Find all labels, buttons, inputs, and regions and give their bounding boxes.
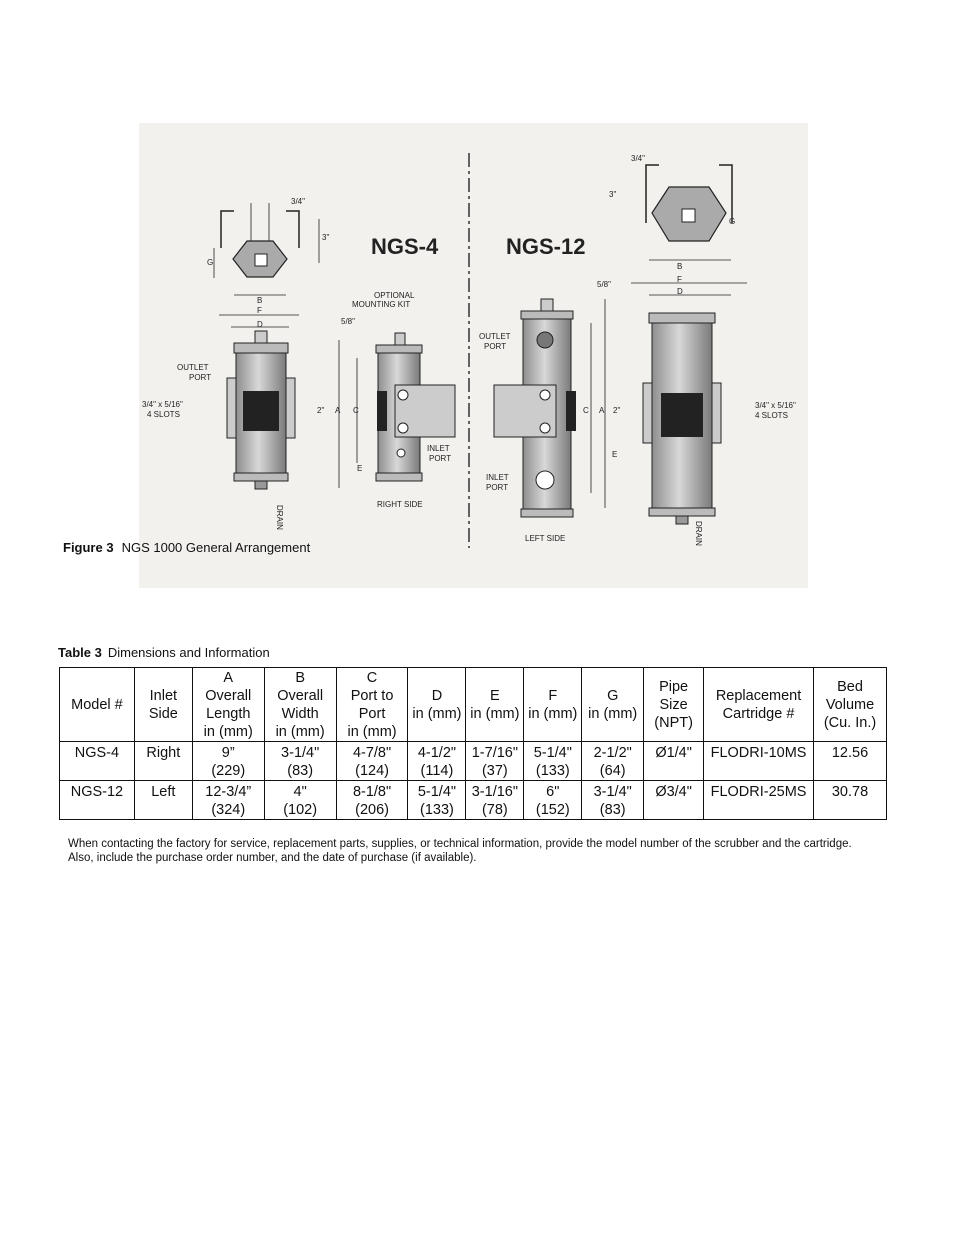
table-cell-line: 2-1/2"	[593, 745, 632, 761]
table-cell	[408, 781, 466, 820]
table-cell-line: (133)	[420, 802, 454, 818]
ngs12-top-view	[646, 165, 732, 241]
table-cell	[192, 781, 264, 820]
svg-text:E: E	[612, 450, 618, 459]
svg-text:PORT: PORT	[484, 342, 507, 351]
table-cell	[134, 781, 192, 820]
svg-text:F: F	[677, 275, 682, 284]
table-cell	[704, 781, 814, 820]
table-cell-line: Left	[151, 784, 176, 800]
column-header	[466, 668, 524, 742]
svg-text:5/8": 5/8"	[597, 280, 611, 289]
table-cell-line: (229)	[211, 763, 246, 779]
table-cell-line: 3-1/4"	[281, 745, 320, 761]
table-cell-line: (133)	[535, 763, 570, 779]
column-header-line: B	[295, 669, 305, 686]
svg-text:A: A	[335, 406, 341, 415]
general-arrangement-figure	[139, 123, 808, 588]
table-cell-line: 4"	[293, 784, 307, 800]
svg-text:INLET: INLET	[427, 444, 450, 453]
table-cell-line: FLODRI-10MS	[710, 745, 807, 761]
table-cell-line: NGS-12	[70, 784, 124, 800]
table-caption-text: Dimensions and Information	[107, 645, 270, 660]
table-cell-line: (78)	[481, 802, 508, 818]
column-header-line: F	[548, 687, 558, 704]
column-header-line: E	[490, 687, 500, 704]
column-header-line: Replacement	[715, 687, 802, 704]
table-cell-line: NGS-4	[74, 745, 120, 761]
column-header-line: Volume	[825, 696, 875, 713]
column-header	[524, 668, 582, 742]
svg-text:A: A	[599, 406, 605, 415]
table-cell-line: 12-3/4”	[205, 784, 252, 800]
ngs4-front-view	[227, 331, 295, 489]
svg-text:C: C	[583, 406, 589, 415]
table-cell	[466, 781, 524, 820]
table-cell	[336, 781, 408, 820]
svg-text:INLET: INLET	[486, 473, 509, 482]
table-cell	[134, 742, 192, 781]
svg-text:D: D	[257, 320, 263, 329]
svg-text:C: C	[353, 406, 359, 415]
column-header-line: Width	[281, 705, 319, 722]
svg-text:2": 2"	[613, 406, 621, 415]
table-cell	[264, 742, 336, 781]
table-cell	[524, 742, 582, 781]
table-cell-line: (206)	[355, 802, 389, 818]
svg-text:3": 3"	[322, 233, 330, 242]
column-header-line: in (mm)	[203, 723, 253, 740]
svg-text:5/8": 5/8"	[341, 317, 355, 326]
model-title-left: NGS-4	[371, 234, 439, 259]
table-cell-line: (83)	[599, 802, 626, 818]
table-cell-line: (64)	[599, 763, 626, 779]
svg-text:LEFT SIDE: LEFT SIDE	[525, 534, 566, 543]
table-cell-line: (83)	[287, 763, 314, 779]
column-header-line: Overall	[205, 687, 252, 704]
svg-text:3/4": 3/4"	[291, 197, 305, 206]
column-header-line: Bed	[837, 678, 863, 695]
svg-text:E: E	[357, 464, 363, 473]
table-cell-line: 4-1/2"	[417, 745, 457, 761]
table-cell-line: 3-1/4"	[593, 784, 632, 800]
svg-text:OUTLET: OUTLET	[177, 363, 209, 372]
table-cell-line: (152)	[535, 802, 570, 818]
column-header-line: Port to	[350, 687, 394, 704]
table-caption	[58, 645, 270, 660]
column-header-line: in (mm)	[347, 723, 397, 740]
table-cell	[336, 742, 408, 781]
svg-text:OPTIONAL: OPTIONAL	[374, 291, 415, 300]
svg-text:G: G	[729, 217, 736, 226]
svg-text:4 SLOTS: 4 SLOTS	[147, 410, 180, 419]
svg-text:3/4": 3/4"	[631, 154, 645, 163]
svg-text:D: D	[677, 287, 683, 296]
column-header-line: D	[431, 687, 443, 704]
table-cell-line: (37)	[481, 763, 508, 779]
column-header-line: G	[607, 687, 619, 704]
ngs12-front-view	[643, 313, 721, 524]
svg-text:G: G	[207, 258, 214, 267]
column-header	[264, 668, 336, 742]
table-cell	[814, 742, 887, 781]
column-header	[408, 668, 466, 742]
table-cell-line: 3-1/16"	[471, 784, 518, 800]
svg-text:PORT: PORT	[429, 454, 452, 463]
dimensions-table	[59, 667, 887, 820]
table-cell-line: 30.78	[831, 784, 869, 800]
svg-text:3/4" x 5/16": 3/4" x 5/16"	[142, 400, 183, 409]
svg-text:2": 2"	[317, 406, 325, 415]
table-cell	[644, 781, 704, 820]
svg-text:B: B	[677, 262, 683, 271]
svg-text:MOUNTING KIT: MOUNTING KIT	[352, 300, 411, 309]
table-cell	[644, 742, 704, 781]
column-header-line: in (mm)	[528, 705, 578, 722]
column-header-line: in (mm)	[588, 705, 638, 722]
column-header	[582, 668, 644, 742]
column-header	[704, 668, 814, 742]
table-cell	[524, 781, 582, 820]
column-header-line: in (mm)	[275, 723, 325, 740]
table-cell	[582, 781, 644, 820]
table-cell-line: 6"	[546, 784, 560, 800]
table-cell	[192, 742, 264, 781]
column-header-line: A	[223, 669, 234, 686]
table-cell-line: 4-7/8"	[352, 745, 392, 761]
table-cell	[466, 742, 524, 781]
column-header	[336, 668, 408, 742]
table-cell-line: 9”	[221, 745, 235, 761]
svg-text:4 SLOTS: 4 SLOTS	[755, 411, 788, 420]
svg-text:DRAIN: DRAIN	[694, 521, 703, 546]
column-header	[134, 668, 192, 742]
figure-label: Figure 3	[63, 540, 114, 555]
table-header-row	[60, 668, 887, 742]
column-header-line: Side	[148, 705, 178, 722]
column-header-line: C	[366, 669, 378, 686]
column-header-line: Inlet	[149, 687, 178, 704]
table-cell	[408, 742, 466, 781]
table-cell-line: Ø3/4"	[655, 784, 692, 800]
column-header-line: (NPT)	[654, 714, 693, 731]
column-header-line: Port	[358, 705, 386, 722]
arrangement-drawing	[139, 123, 808, 588]
column-header-line: Overall	[277, 687, 324, 704]
svg-text:OUTLET: OUTLET	[479, 332, 511, 341]
svg-text:F: F	[257, 306, 262, 315]
svg-text:PORT: PORT	[189, 373, 212, 382]
table-cell-line: (324)	[211, 802, 246, 818]
table-cell-line: Ø1/4"	[655, 745, 692, 761]
column-header	[192, 668, 264, 742]
table-cell	[264, 781, 336, 820]
contact-note: When contacting the factory for service, replacement parts, supplies, or technical information, provide the model number of the scrubber and the cartridge. Also, include the purchase order number, and the date of purchase (if available).	[68, 838, 852, 864]
svg-text:B: B	[257, 296, 263, 305]
table-cell	[704, 742, 814, 781]
column-header-line: in (mm)	[470, 705, 520, 722]
column-header	[60, 668, 135, 742]
table-row	[60, 742, 887, 781]
column-header	[644, 668, 704, 742]
svg-text:DRAIN: DRAIN	[275, 505, 284, 530]
table-cell	[582, 742, 644, 781]
column-header-line: Length	[206, 705, 251, 722]
column-header-line: Model #	[71, 696, 123, 713]
table-cell-line: 5-1/4"	[533, 745, 572, 761]
table-label: Table 3	[58, 645, 102, 660]
svg-text:RIGHT SIDE: RIGHT SIDE	[377, 500, 423, 509]
model-title-right: NGS-12	[506, 234, 586, 259]
ngs4-top-view	[221, 203, 299, 277]
svg-text:PORT: PORT	[486, 483, 509, 492]
svg-text:3": 3"	[609, 190, 617, 199]
column-header-line: in (mm)	[412, 705, 462, 722]
table-row	[60, 781, 887, 820]
figure-caption	[63, 540, 310, 555]
column-header-line: Cartridge #	[722, 705, 795, 722]
table-cell-line: (102)	[283, 802, 318, 818]
table-cell	[60, 781, 135, 820]
table-cell-line: FLODRI-25MS	[710, 784, 807, 800]
table-cell-line: (114)	[420, 763, 454, 779]
figure-caption-text: NGS 1000 General Arrangement	[121, 540, 311, 555]
svg-text:3/4" x 5/16": 3/4" x 5/16"	[755, 401, 796, 410]
column-header-line: Pipe	[659, 678, 689, 695]
column-header	[814, 668, 887, 742]
table-cell-line: Right	[146, 745, 181, 761]
table-cell-line: 5-1/4"	[417, 784, 457, 800]
table-cell-line: (124)	[355, 763, 389, 779]
table-cell-line: 12.56	[831, 745, 869, 761]
table-cell	[60, 742, 135, 781]
table-cell-line: 1-7/16"	[471, 745, 518, 761]
column-header-line: Size	[659, 696, 688, 713]
table-cell-line: 8-1/8"	[352, 784, 392, 800]
table-cell	[814, 781, 887, 820]
column-header-line: (Cu. In.)	[823, 714, 877, 731]
